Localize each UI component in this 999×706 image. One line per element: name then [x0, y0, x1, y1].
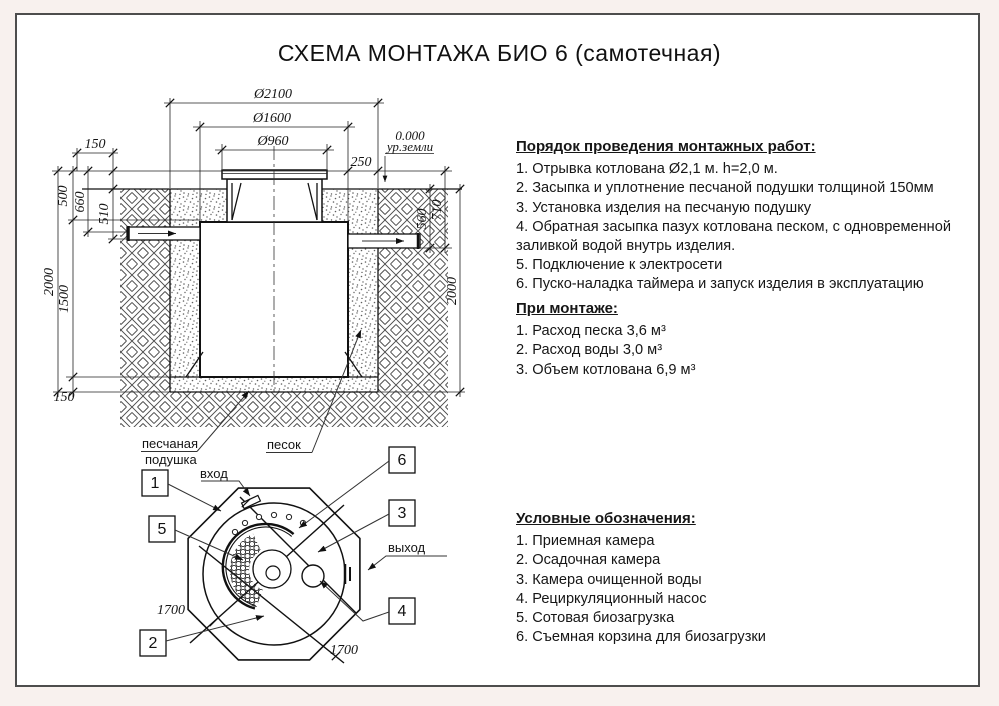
- dim-510: 510: [97, 203, 112, 225]
- callout-6: 6: [397, 452, 407, 469]
- instruction-item: 2. Засыпка и уплотнение песчаной подушки толщиной 150мм: [516, 180, 934, 197]
- dim-d2100: Ø2100: [253, 87, 293, 102]
- dim-d960: Ø960: [257, 134, 289, 149]
- legend-item: 3. Камера очищенной воды: [516, 571, 702, 588]
- sand-label: песок: [267, 437, 301, 452]
- callout-4: 4: [397, 603, 407, 620]
- legend-item: 2. Осадочная камера: [516, 552, 661, 569]
- instruction-item: 5. Подключение к электросети: [516, 257, 723, 274]
- instruction-item: 1. Отрывка котлована Ø2,1 м. h=2,0 м.: [516, 161, 778, 178]
- instruction-item: 6. Пуско-наладка таймера и запуск изделия в эксплуатацию: [516, 276, 924, 293]
- outlet-leader: [368, 556, 447, 570]
- dim-1500: 1500: [57, 285, 72, 313]
- spec-item: 2. Расход воды 3,0 м³: [516, 342, 663, 359]
- tank-neck: [227, 179, 322, 222]
- dim-150-top: 150: [84, 137, 106, 152]
- pump-circle: [302, 565, 324, 587]
- installation-specs-block: [516, 299, 982, 380]
- dim-150-bottom: 150: [53, 390, 75, 405]
- callout-5: 5: [157, 521, 167, 538]
- legend-item: 6. Съемная корзина для биозагрузки: [516, 629, 766, 646]
- dim-1700-left: 1700: [157, 603, 185, 618]
- dim-d1600: Ø1600: [252, 111, 292, 126]
- instruction-item: 3. Установка изделия на песчаную подушку: [516, 199, 812, 216]
- callout-3: 3: [397, 505, 407, 522]
- sand-cushion-label-line1: песчаная: [142, 436, 199, 451]
- instructions-title: Порядок проведения монтажных работ:: [516, 138, 816, 155]
- level-zero: 0.000: [395, 128, 425, 143]
- dim-560: 560: [415, 208, 430, 230]
- dim-500: 500: [56, 185, 71, 207]
- instructions-block: [516, 137, 982, 295]
- legend-item: 4. Рециркуляционный насос: [516, 590, 707, 607]
- basket-center-circle: [266, 566, 280, 580]
- cross-section-view: [42, 87, 465, 467]
- legend-block: [516, 509, 982, 647]
- level-ground-label: ур.земли: [386, 139, 434, 154]
- dim-710: 710: [430, 199, 445, 221]
- callout-2: 2: [148, 635, 158, 652]
- page-title: СХЕМА МОНТАЖА БИО 6 (самотечная): [277, 40, 722, 66]
- outlet-label: выход: [388, 540, 426, 555]
- dim-2000-left: 2000: [42, 268, 57, 296]
- spec-item: 3. Объем котлована 6,9 м³: [516, 361, 696, 378]
- dim-660: 660: [73, 191, 88, 213]
- dim-250: 250: [350, 155, 372, 170]
- specs-title: При монтаже:: [516, 300, 618, 317]
- spec-item: 1. Расход песка 3,6 м³: [516, 323, 666, 340]
- dim-1700-bottom: 1700: [330, 643, 358, 658]
- legend-title: Условные обозначения:: [516, 510, 696, 527]
- dim-2000-right: 2000: [445, 277, 460, 305]
- sand-cushion-label-line2: подушка: [145, 452, 197, 467]
- top-view: [140, 447, 447, 663]
- instruction-item: 4. Обратная засыпка пазух котлована песком, с одновременной заливкой водой внутрь изделия.: [516, 218, 951, 255]
- callout-1: 1: [150, 475, 160, 492]
- legend-item: 5. Сотовая биозагрузка: [516, 610, 675, 627]
- inlet-label: вход: [200, 466, 228, 481]
- soil-bottom: [120, 392, 448, 427]
- legend-item: 1. Приемная камера: [516, 533, 655, 550]
- soil-left: [120, 189, 170, 392]
